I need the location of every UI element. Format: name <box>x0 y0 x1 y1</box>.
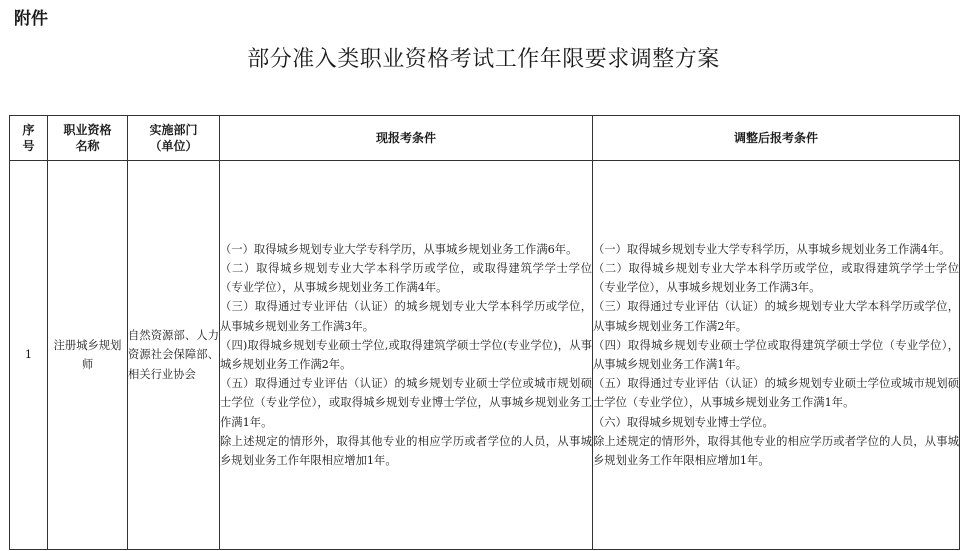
header-dept-line-2: （单位） <box>149 139 198 153</box>
requirements-table <box>9 115 960 550</box>
adjusted-condition-1: （一）取得城乡规划专业大学专科学历，从事城乡规划业务工作满4年。 <box>593 242 951 256</box>
current-condition-4: （四)取得城乡规划专业硕士学位,或取得建筑学硕士学位(专业学位)，从事城乡规划业务工作满2年。 <box>220 338 592 371</box>
attachment-label: 附件 <box>14 9 48 29</box>
header-dept-line-1: 实施部门 <box>149 123 198 137</box>
header-qualification-name <box>48 116 128 161</box>
adjusted-condition-6: （六）取得城乡规划专业博士学位。 <box>593 415 774 429</box>
document-title: 部分准入类职业资格考试工作年限要求调整方案 <box>247 47 720 72</box>
cell-row-number: 1 <box>10 161 48 550</box>
header-name-line-2: 名称 <box>75 139 100 153</box>
adjusted-condition-2: （二）取得城乡规划专业大学本科学历或学位，或取得建筑学学士学位（专业学位），从事城乡规划业务工作满3年。 <box>593 261 959 295</box>
cell-department: 自然资源部、人力资源社会保障部、相关行业协会 <box>128 161 220 550</box>
adjusted-condition-3: （三）取得通过专业评估（认证）的城乡规划专业大学本科学历或学位，从事城乡规划业务工作满2年。 <box>593 300 959 333</box>
current-condition-3: （三）取得通过专业评估（认证）的城乡规划专业大学本科学历或学位，从事城乡规划业务工作满3年。 <box>220 300 592 333</box>
header-current-conditions: 现报考条件 <box>220 116 593 161</box>
current-condition-5: （五）取得通过专业评估（认证）的城乡规划专业硕士学位或城市规划硕士学位（专业学位），或取得城乡规划专业博士学位，从事城乡规划业务工作满1年。 <box>220 377 592 429</box>
header-department <box>128 116 220 161</box>
current-condition-2: （二）取得城乡规划专业大学本科学历或学位，或取得建筑学学士学位（专业学位），从事城乡规划业务工作满4年。 <box>220 261 592 295</box>
table-row <box>10 161 960 550</box>
cell-current-conditions <box>220 161 593 550</box>
adjusted-condition-5: （五）取得通过专业评估（认证）的城乡规划专业硕士学位或城市规划硕士学位（专业学位），从事城乡规划业务工作满1年。 <box>593 377 959 410</box>
adjusted-condition-4: （四）取得城乡规划专业硕士学位或取得建筑学硕士学位（专业学位），从事城乡规划业务工作满1年。 <box>593 338 959 371</box>
header-no-line-1: 序 <box>22 123 35 137</box>
header-name-line-1: 职业资格 <box>63 123 112 137</box>
header-adjusted-conditions: 调整后报考条件 <box>593 116 960 161</box>
header-no <box>10 116 48 161</box>
current-condition-1: （一）取得城乡规划专业大学专科学历，从事城乡规划业务工作满6年。 <box>220 242 578 256</box>
cell-qualification-name: 注册城乡规划师 <box>48 161 128 550</box>
adjusted-condition-note: 除上述规定的情形外，取得其他专业的相应学历或者学位的人员，从事城乡规划业务工作年限相应增加1年。 <box>593 434 959 468</box>
cell-adjusted-conditions <box>593 161 960 550</box>
current-condition-note: 除上述规定的情形外，取得其他专业的相应学历或者学位的人员，从事城乡规划业务工作年限相应增加1年。 <box>220 434 592 468</box>
header-no-line-2: 号 <box>22 139 35 153</box>
table-header-row <box>10 116 960 161</box>
